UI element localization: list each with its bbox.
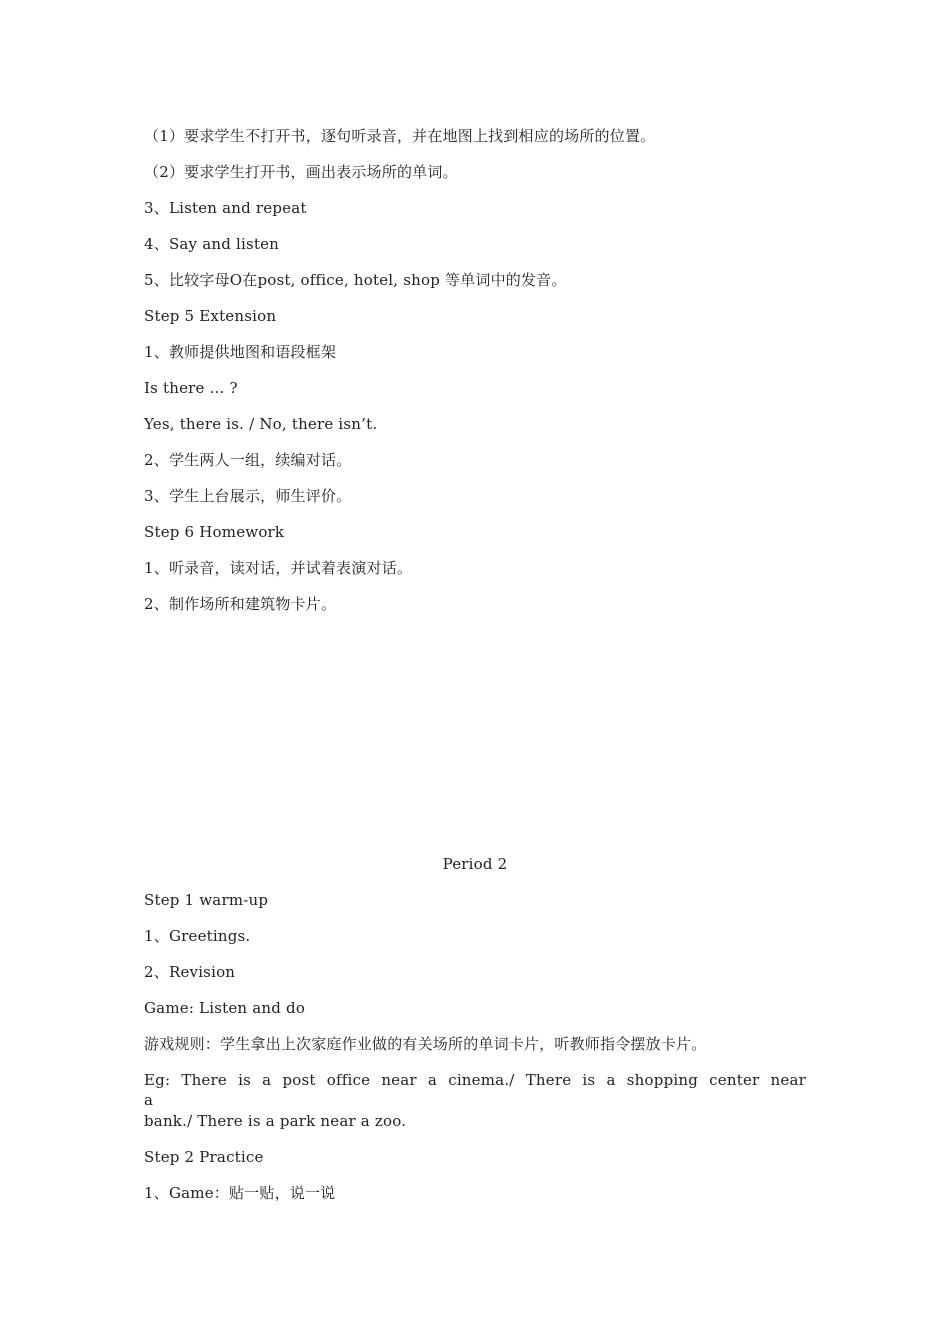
period-title: Period 2 [442, 855, 508, 873]
period-line-9: 1、Game：贴一贴，说一说 [144, 1184, 336, 1202]
text-line-14: 2、制作场所和建筑物卡片。 [144, 595, 337, 613]
period-line-2: 1、Greetings. [144, 927, 251, 945]
step-1-heading: Step 1 warm-up [144, 891, 269, 909]
period-line-6: Eg: There is a post office near a cinema./ There is a shopping center near a [144, 1071, 806, 1109]
text-line-13: 1、听录音，读对话，并试着表演对话。 [144, 559, 413, 577]
text-line-9: Yes, there is. / No, there isn’t. [144, 415, 378, 433]
text-line-7: 1、教师提供地图和语段框架 [144, 343, 337, 361]
text-line-3: 3、Listen and repeat [144, 199, 307, 217]
period-line-4: Game: Listen and do [144, 999, 306, 1017]
period-line-5: 游戏规则：学生拿出上次家庭作业做的有关场所的单词卡片，听教师指令摆放卡片。 [144, 1035, 707, 1053]
period-line-3: 2、Revision [144, 963, 236, 981]
text-line-5: 5、比较字母O在post, office, hotel, shop 等单词中的发音。 [144, 271, 567, 289]
text-line-2: （2）要求学生打开书，画出表示场所的单词。 [144, 163, 458, 181]
period-line-7: bank./ There is a park near a zoo. [144, 1112, 407, 1130]
text-line-11: 3、学生上台展示，师生评价。 [144, 487, 352, 505]
step-2-heading: Step 2 Practice [144, 1148, 264, 1166]
text-line-10: 2、学生两人一组，续编对话。 [144, 451, 352, 469]
text-line-4: 4、Say and listen [144, 235, 280, 253]
step-5-heading: Step 5 Extension [144, 307, 277, 325]
step-6-heading: Step 6 Homework [144, 523, 285, 541]
text-line-8: Is there ... ? [144, 379, 238, 397]
text-line-1: （1）要求学生不打开书，逐句听录音，并在地图上找到相应的场所的位置。 [144, 127, 656, 145]
